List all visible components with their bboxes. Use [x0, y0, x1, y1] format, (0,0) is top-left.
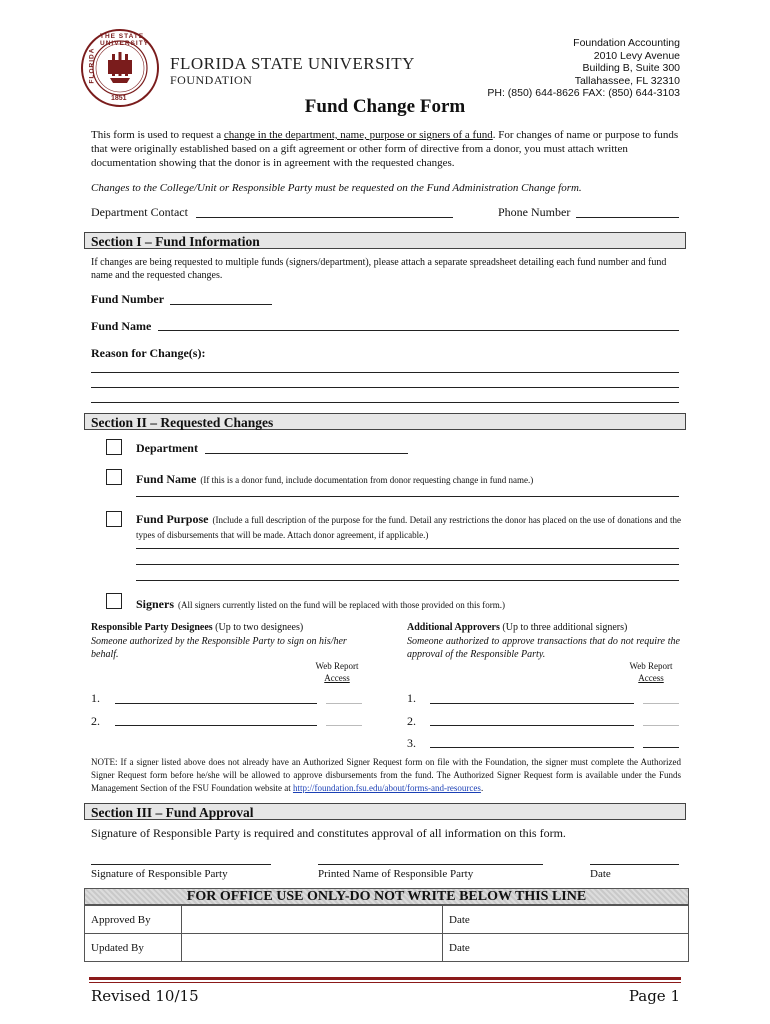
fund-name-change-field[interactable]	[136, 496, 679, 497]
designees-desc: Someone authorized by the Responsible Party to sign on his/her behalf.	[91, 636, 347, 660]
reason-line-2[interactable]	[91, 387, 679, 388]
fund-number-field[interactable]	[170, 304, 272, 305]
form-title: Fund Change Form	[304, 96, 466, 117]
updated-date-label: Date	[443, 934, 689, 962]
reason-label: Reason for Change(s):	[91, 346, 206, 360]
address-line-4: Tallahassee, FL 32310	[574, 74, 680, 87]
approver-3-field[interactable]	[430, 747, 634, 748]
approvers-web-report-header	[620, 660, 682, 684]
office-use-table	[84, 905, 689, 962]
section-1-header: Section I – Fund Information	[84, 232, 686, 249]
approvers-sub: (Up to three additional signers)	[502, 622, 628, 633]
office-row-updated	[85, 934, 689, 962]
foundation-label: FOUNDATION	[170, 73, 253, 87]
fund-purpose-label: Fund Purpose	[136, 512, 209, 526]
fund-name-change-label: Fund Name	[136, 472, 197, 486]
approver-2-number: 2.	[407, 714, 416, 728]
approved-by-label: Approved By	[85, 906, 182, 934]
fund-purpose-checkbox[interactable]	[106, 511, 122, 527]
address-line-5: PH: (850) 644-8626 FAX: (850) 644-3103	[487, 87, 680, 99]
designee-2-number: 2.	[91, 714, 100, 728]
approved-date-label: Date	[443, 906, 689, 934]
section-1-instructions: If changes are being requested to multiple funds (signers/department), please attach a separate spreadsheet detailing each fund number and fund name and the requested changes.	[91, 257, 667, 281]
signature-field[interactable]	[91, 864, 271, 865]
page-number: Page 1	[628, 987, 680, 1005]
designees-header	[91, 622, 303, 633]
signer-note	[91, 756, 681, 795]
revised-label: Revised 10/15	[91, 987, 199, 1005]
approver-1-number: 1.	[407, 691, 416, 705]
designee-1-number: 1.	[91, 691, 100, 705]
section-2-header: Section II – Requested Changes	[84, 413, 686, 430]
section-3-header: Section III – Fund Approval	[84, 803, 686, 820]
approver-3-access-field[interactable]	[643, 747, 679, 748]
updated-by-label: Updated By	[85, 934, 182, 962]
designees-web-report-header	[306, 660, 368, 684]
phone-number-label: Phone Number	[498, 205, 571, 219]
approver-3-number: 3.	[407, 736, 416, 750]
fund-purpose-line-1[interactable]	[136, 548, 679, 549]
office-row-approved	[85, 906, 689, 934]
approver-1-field[interactable]	[430, 703, 634, 704]
department-contact-label: Department Contact	[91, 205, 188, 219]
seal-text-left: FLORIDA	[88, 47, 96, 84]
signers-text	[136, 595, 681, 613]
printed-name-field[interactable]	[318, 864, 543, 865]
designees-title: Responsible Party Designees	[91, 622, 213, 633]
university-name: FLORIDA STATE UNIVERSITY	[170, 54, 415, 73]
intro-underlined: change in the department, name, purpose or signers of a fund	[223, 129, 493, 141]
designees-access: Access	[324, 673, 350, 683]
designee-1-access-field[interactable]	[326, 703, 362, 704]
approvers-desc: Someone authorized to approve transactions that do not require the approval of the Responsible Party.	[407, 636, 680, 660]
updated-by-cell	[182, 934, 443, 962]
approver-2-access-field[interactable]	[643, 725, 679, 726]
fund-name-checkbox[interactable]	[106, 469, 122, 485]
seal-year: 1851	[111, 95, 127, 102]
designee-2-field[interactable]	[115, 725, 317, 726]
department-checkbox[interactable]	[106, 439, 122, 455]
fund-name-label: Fund Name	[91, 319, 152, 333]
signers-note: (All signers currently listed on the fund will be replaced with those provided on this form.)	[178, 600, 505, 610]
phone-number-field[interactable]	[576, 217, 679, 218]
fund-number-label: Fund Number	[91, 292, 165, 306]
approved-by-cell	[182, 906, 443, 934]
date-label: Date	[590, 868, 611, 880]
signer-note-end: .	[480, 783, 484, 793]
office-use-header: FOR OFFICE USE ONLY-DO NOT WRITE BELOW THIS LINE	[84, 888, 689, 905]
intro-part-1: This form is used to request a	[91, 129, 224, 141]
date-field[interactable]	[590, 864, 679, 865]
fund-purpose-note: (Include a full description of the purpose for the fund. Detail any restrictions the donor has placed on the use of donations and the types of disbursements that will be made. Attach donor agreement, if applicable.)	[136, 515, 681, 540]
footer-rule	[89, 977, 681, 980]
designee-2-access-field[interactable]	[326, 725, 362, 726]
fund-purpose-line-3[interactable]	[136, 580, 679, 581]
fund-name-change-note: (If this is a donor fund, include documentation from donor requesting change in fund name.)	[200, 475, 534, 485]
intro-paragraph	[91, 128, 681, 170]
signature-label: Signature of Responsible Party	[91, 868, 228, 880]
fund-name-field[interactable]	[158, 330, 679, 331]
department-change-field[interactable]	[205, 453, 408, 454]
signer-note-text: NOTE: If a signer listed above does not already have an Authorized Signer Request form on file with the Foundation, the signer must complete the Authorized Signer Request form before he/she will be allowed to approve disbursements from the fund. The Authorized Signer Request form is available under the Funds Management Section of the FSU Foundation website at	[91, 757, 681, 793]
reason-line-1[interactable]	[91, 372, 679, 373]
address-line-3: Building B, Suite 300	[582, 62, 680, 74]
fund-purpose-text	[136, 512, 681, 542]
signers-checkbox[interactable]	[106, 593, 122, 609]
designees-web-report: Web Report	[315, 661, 359, 671]
department-contact-field[interactable]	[196, 217, 453, 218]
intro-part-2: . For changes of name or purpose to funds that were originally established based on a gift agreement or other form of directive from a donor, you must attach written documentation showing that the donor is in agreement with the requested changes.	[91, 129, 679, 169]
intro-italic-note: Changes to the College/Unit or Responsible Party must be requested on the Fund Administration Change form.	[91, 182, 582, 194]
designee-1-field[interactable]	[115, 703, 317, 704]
footer-rule-thin	[89, 982, 681, 983]
printed-name-label: Printed Name of Responsible Party	[318, 868, 474, 880]
address-line-1: Foundation Accounting	[573, 37, 680, 49]
approvers-access: Access	[638, 673, 664, 683]
address-block	[487, 37, 680, 100]
approvers-header	[407, 622, 627, 633]
forms-resources-link[interactable]: http://foundation.fsu.edu/about/forms-and-resources	[292, 783, 481, 793]
designees-sub: (Up to two designees)	[215, 622, 304, 633]
approvers-web-report: Web Report	[629, 661, 673, 671]
approver-1-access-field[interactable]	[643, 703, 679, 704]
fund-purpose-line-2[interactable]	[136, 564, 679, 565]
fund-name-change-text	[136, 470, 681, 488]
seal-text-top: THE STATE UNIVERSITY	[100, 33, 150, 47]
department-change-label: Department	[136, 441, 198, 455]
approver-2-field[interactable]	[430, 725, 634, 726]
address-line-2: 2010 Levy Avenue	[593, 49, 680, 62]
reason-line-3[interactable]	[91, 402, 679, 403]
approvers-title: Additional Approvers	[407, 622, 500, 633]
signers-label: Signers	[136, 597, 175, 611]
approval-statement: Signature of Responsible Party is required and constitutes approval of all information on this form.	[91, 826, 566, 840]
